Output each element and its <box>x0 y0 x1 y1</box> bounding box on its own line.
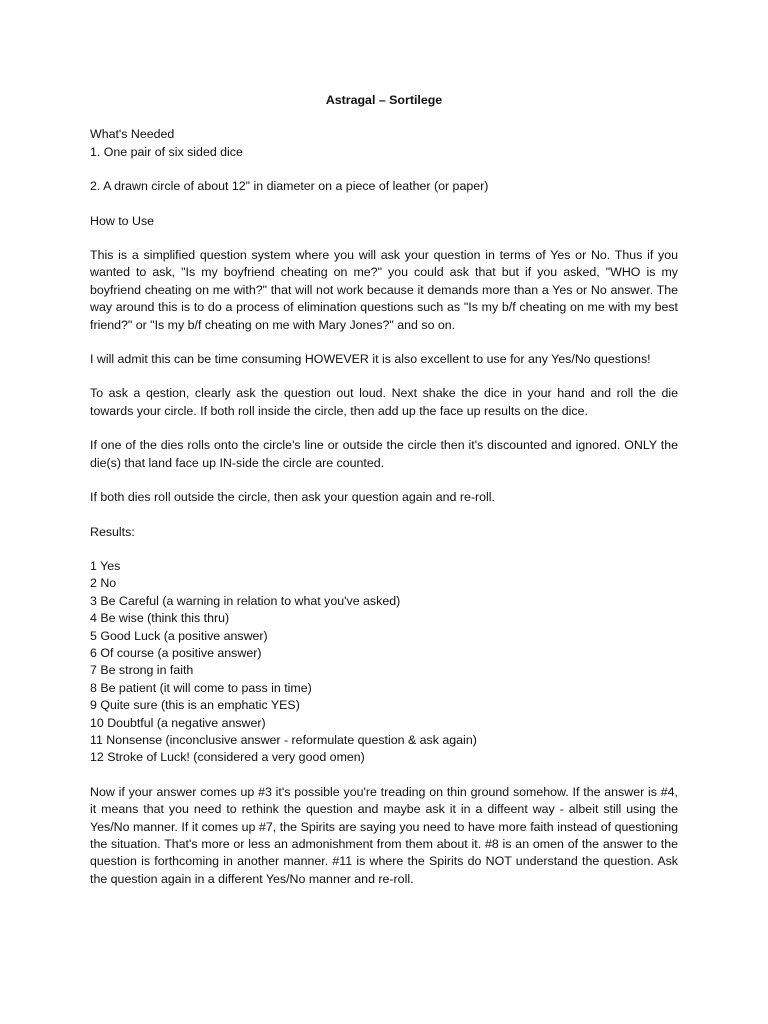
result-item-11: 11 Nonsense (inconclusive answer - reformulate question & ask again) <box>90 732 477 747</box>
outside-paragraph: If both dies roll outside the circle, then ask your question again and re-roll. <box>90 490 495 505</box>
result-item-12: 12 Stroke of Luck! (considered a very good omen) <box>90 750 365 765</box>
intro-paragraph: This is a simplified question system where you will ask your question in terms of Yes or No. Thus if you wanted to ask, "Is my boyfriend cheating on me?" you could ask that but if you asked, "WHO is my boyfriend cheating on me with?" that will not work because it demands more than a Yes or No answer. The way around this is to do a process of elimination questions such as "Is my b/f cheating on me with my best friend?" or "Is my b/f cheating on me with Mary Jones?" and so on. <box>90 248 678 332</box>
results-heading: Results: <box>90 524 135 539</box>
how-to-use-heading: How to Use <box>90 213 155 228</box>
result-item-8: 8 Be patient (it will come to pass in time) <box>90 680 312 695</box>
result-item-10: 10 Doubtful (a negative answer) <box>90 715 266 730</box>
results-list <box>90 558 678 767</box>
result-item-1: 1 Yes <box>90 558 121 573</box>
result-item-9: 9 Quite sure (this is an emphatic YES) <box>90 698 300 713</box>
result-item-5: 5 Good Luck (a positive answer) <box>90 628 268 643</box>
needed-item-1: 1. One pair of six sided dice <box>90 144 243 159</box>
whats-needed-heading: What's Needed <box>90 127 175 142</box>
result-item-7: 7 Be strong in faith <box>90 663 194 678</box>
result-item-2: 2 No <box>90 576 117 591</box>
ask-paragraph: To ask a qestion, clearly ask the question out loud. Next shake the dice in your hand and roll the die towards your circle. If both roll inside the circle, then add up the face up results on the dice. <box>90 386 678 418</box>
needed-item-2: 2. A drawn circle of about 12" in diameter on a piece of leather (or paper) <box>90 179 489 194</box>
result-item-4: 4 Be wise (think this thru) <box>90 611 230 626</box>
admit-paragraph: I will admit this can be time consuming HOWEVER it is also excellent to use for any Yes/No questions! <box>90 352 651 367</box>
document-page <box>90 92 678 905</box>
document-title: Astragal – Sortilege <box>325 93 443 107</box>
circle-line-paragraph: If one of the dies rolls onto the circle's line or outside the circle then it's discounted and ignored. ONLY the die(s) that land face up IN-side the circle are counted. <box>90 438 678 470</box>
final-paragraph: Now if your answer comes up #3 it's possible you're treading on thin ground somehow. If the answer is #4, it means that you need to rethink the question and maybe ask it in a diffeent way - albeit still using the Yes/No manner. If it comes up #7, the Spirits are saying you need to have more faith instead of questioning the situation. That's more or less an admonishment from them about it. #8 is an omen of the answer to the question is forthcoming in another manner. #11 is where the Spirits do NOT understand the question. Ask the question again in a different Yes/No manner and re-roll. <box>90 784 678 886</box>
result-item-6: 6 Of course (a positive answer) <box>90 645 262 660</box>
result-item-3: 3 Be Careful (a warning in relation to what you've asked) <box>90 593 401 608</box>
